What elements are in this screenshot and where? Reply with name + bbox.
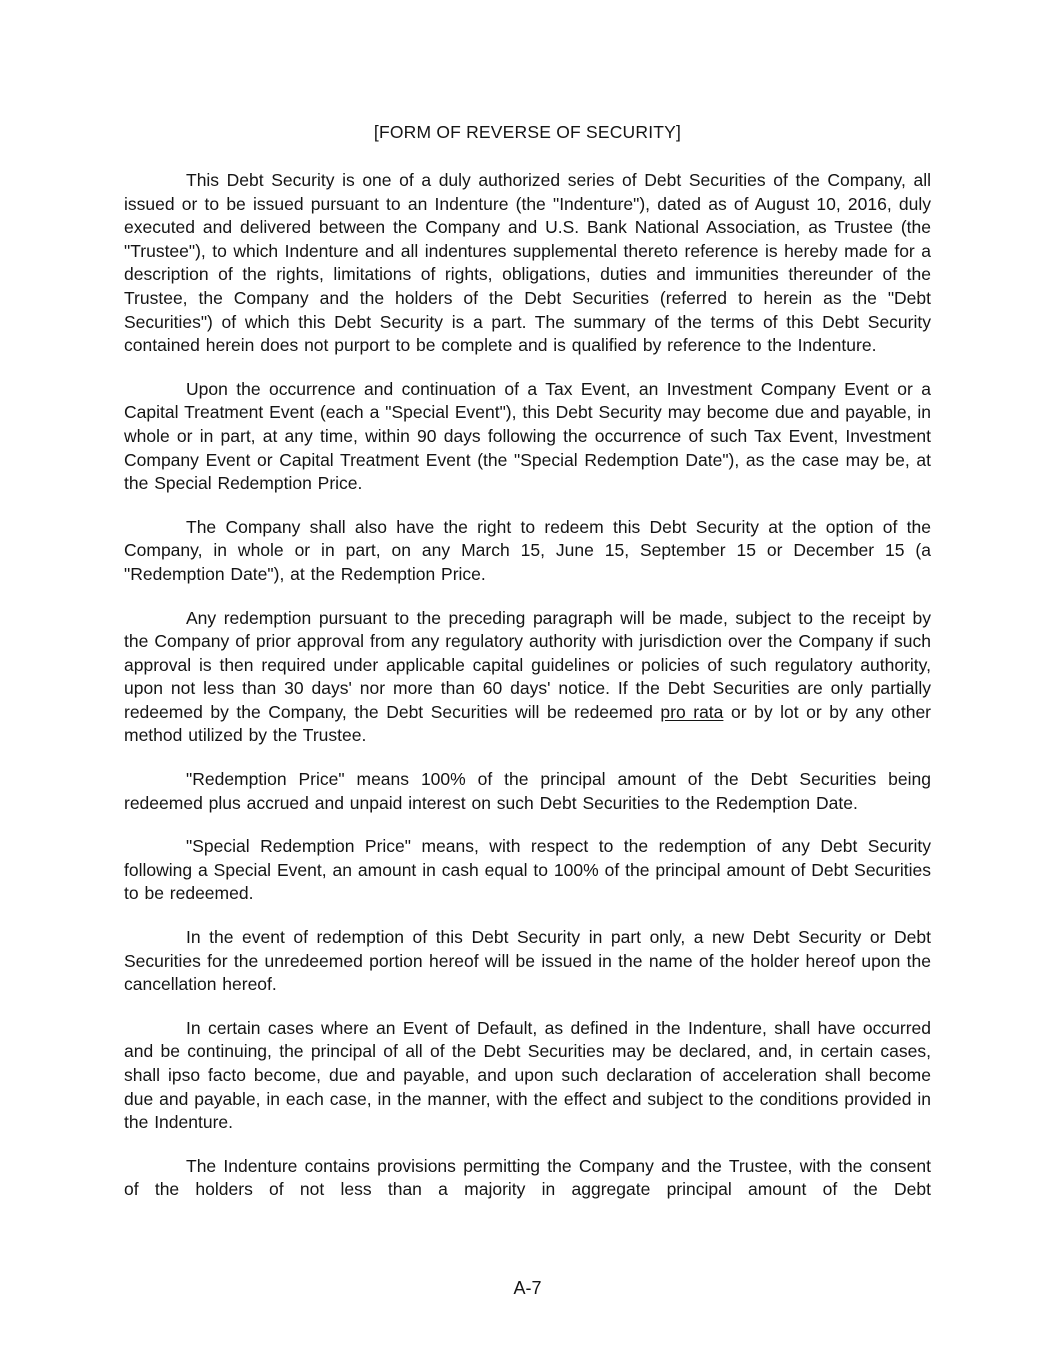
paragraph-text: The Company shall also have the right to redeem this Debt Security at the option of the Company, in whole or in part, on any March 15, June 15, September 15 or December 15 (a "Redemption Date"), at the Redemption Price. bbox=[124, 516, 931, 584]
paragraph-text: "Special Redemption Price" means, with respect to the redemption of any Debt Security following a Special Event, an amount in cash equal to 100% of the principal amount of Debt Securities to be redeemed. bbox=[124, 836, 931, 904]
document-content bbox=[124, 122, 931, 1222]
paragraph-text: In certain cases where an Event of Default, as defined in the Indenture, shall have occurred and be continuing, the principal of all of the Debt Securities may be declared, and, in certain cases, shall ipso facto become, due and payable, and upon such declaration of acceleration shall become due and payable, in each case, in the manner, with the effect and subject to the conditions provided in the Indenture. bbox=[124, 1017, 931, 1133]
paragraph bbox=[124, 768, 931, 815]
paragraph-text: Any redemption pursuant to the preceding paragraph will be made, subject to the receipt by the Company of prior approval from any regulatory authority with jurisdiction over the Company if such approval is then required under applicable capital guidelines or policies of such regulatory authority, upon not less than 30 days' nor more than 60 days' notice. If the Debt Securities are only partially redeemed by the Company, the Debt Securities will be redeemed bbox=[124, 607, 931, 722]
paragraph bbox=[124, 1017, 931, 1135]
paragraph bbox=[124, 926, 931, 997]
paragraph bbox=[124, 378, 931, 496]
document-title: [FORM OF REVERSE OF SECURITY] bbox=[373, 122, 682, 142]
paragraph-text: The Indenture contains provisions permitting the Company and the Trustee, with the consent of the holders of not less than a majority in aggregate principal amount of the Debt bbox=[124, 1155, 931, 1200]
page-number: A-7 bbox=[513, 1278, 542, 1298]
paragraph bbox=[124, 516, 931, 587]
document-body bbox=[124, 169, 931, 1202]
paragraph bbox=[124, 607, 931, 749]
paragraph-text: "Redemption Price" means 100% of the principal amount of the Debt Securities being redeemed plus accrued and unpaid interest on such Debt Securities to the Redemption Date. bbox=[124, 769, 931, 813]
paragraph-text: In the event of redemption of this Debt Security in part only, a new Debt Security or Debt Securities for the unredeemed portion hereof will be issued in the name of the holder hereof upon the cancellation hereof. bbox=[124, 927, 931, 995]
paragraph bbox=[124, 1155, 931, 1202]
paragraph bbox=[124, 835, 931, 906]
paragraph-text: Upon the occurrence and continuation of a Tax Event, an Investment Company Event or a Capital Treatment Event (each a "Special Event"), this Debt Security may become due and payable, in whole or in part, at any time, within 90 days following the occurrence of such Tax Event, Investment Company Event or Capital Treatment Event (the "Special Redemption Date"), as the case may be, at the Special Redemption Price. bbox=[124, 378, 931, 494]
paragraph bbox=[124, 169, 931, 358]
paragraph-text: or by lot or by any other method utilized by the Trustee. bbox=[124, 701, 932, 746]
paragraph-text: This Debt Security is one of a duly authorized series of Debt Securities of the Company, all issued or to be issued pursuant to an Indenture (the "Indenture"), dated as of August 10, 2016, duly executed and delivered between the Company and U.S. Bank National Association, as Trustee (the "Trustee"), to which Indenture and all indentures supplemental thereto reference is hereby made for a description of the rights, limitations of rights, obligations, duties and immunities thereunder of the Trustee, the Company and the holders of the Debt Securities (referred to herein as the "Debt Securities") of which this Debt Security is a part. The summary of the terms of this Debt Security contained herein does not purport to be complete and is qualified by reference to the Indenture. bbox=[124, 170, 931, 356]
underlined-text: pro rata bbox=[660, 701, 724, 722]
